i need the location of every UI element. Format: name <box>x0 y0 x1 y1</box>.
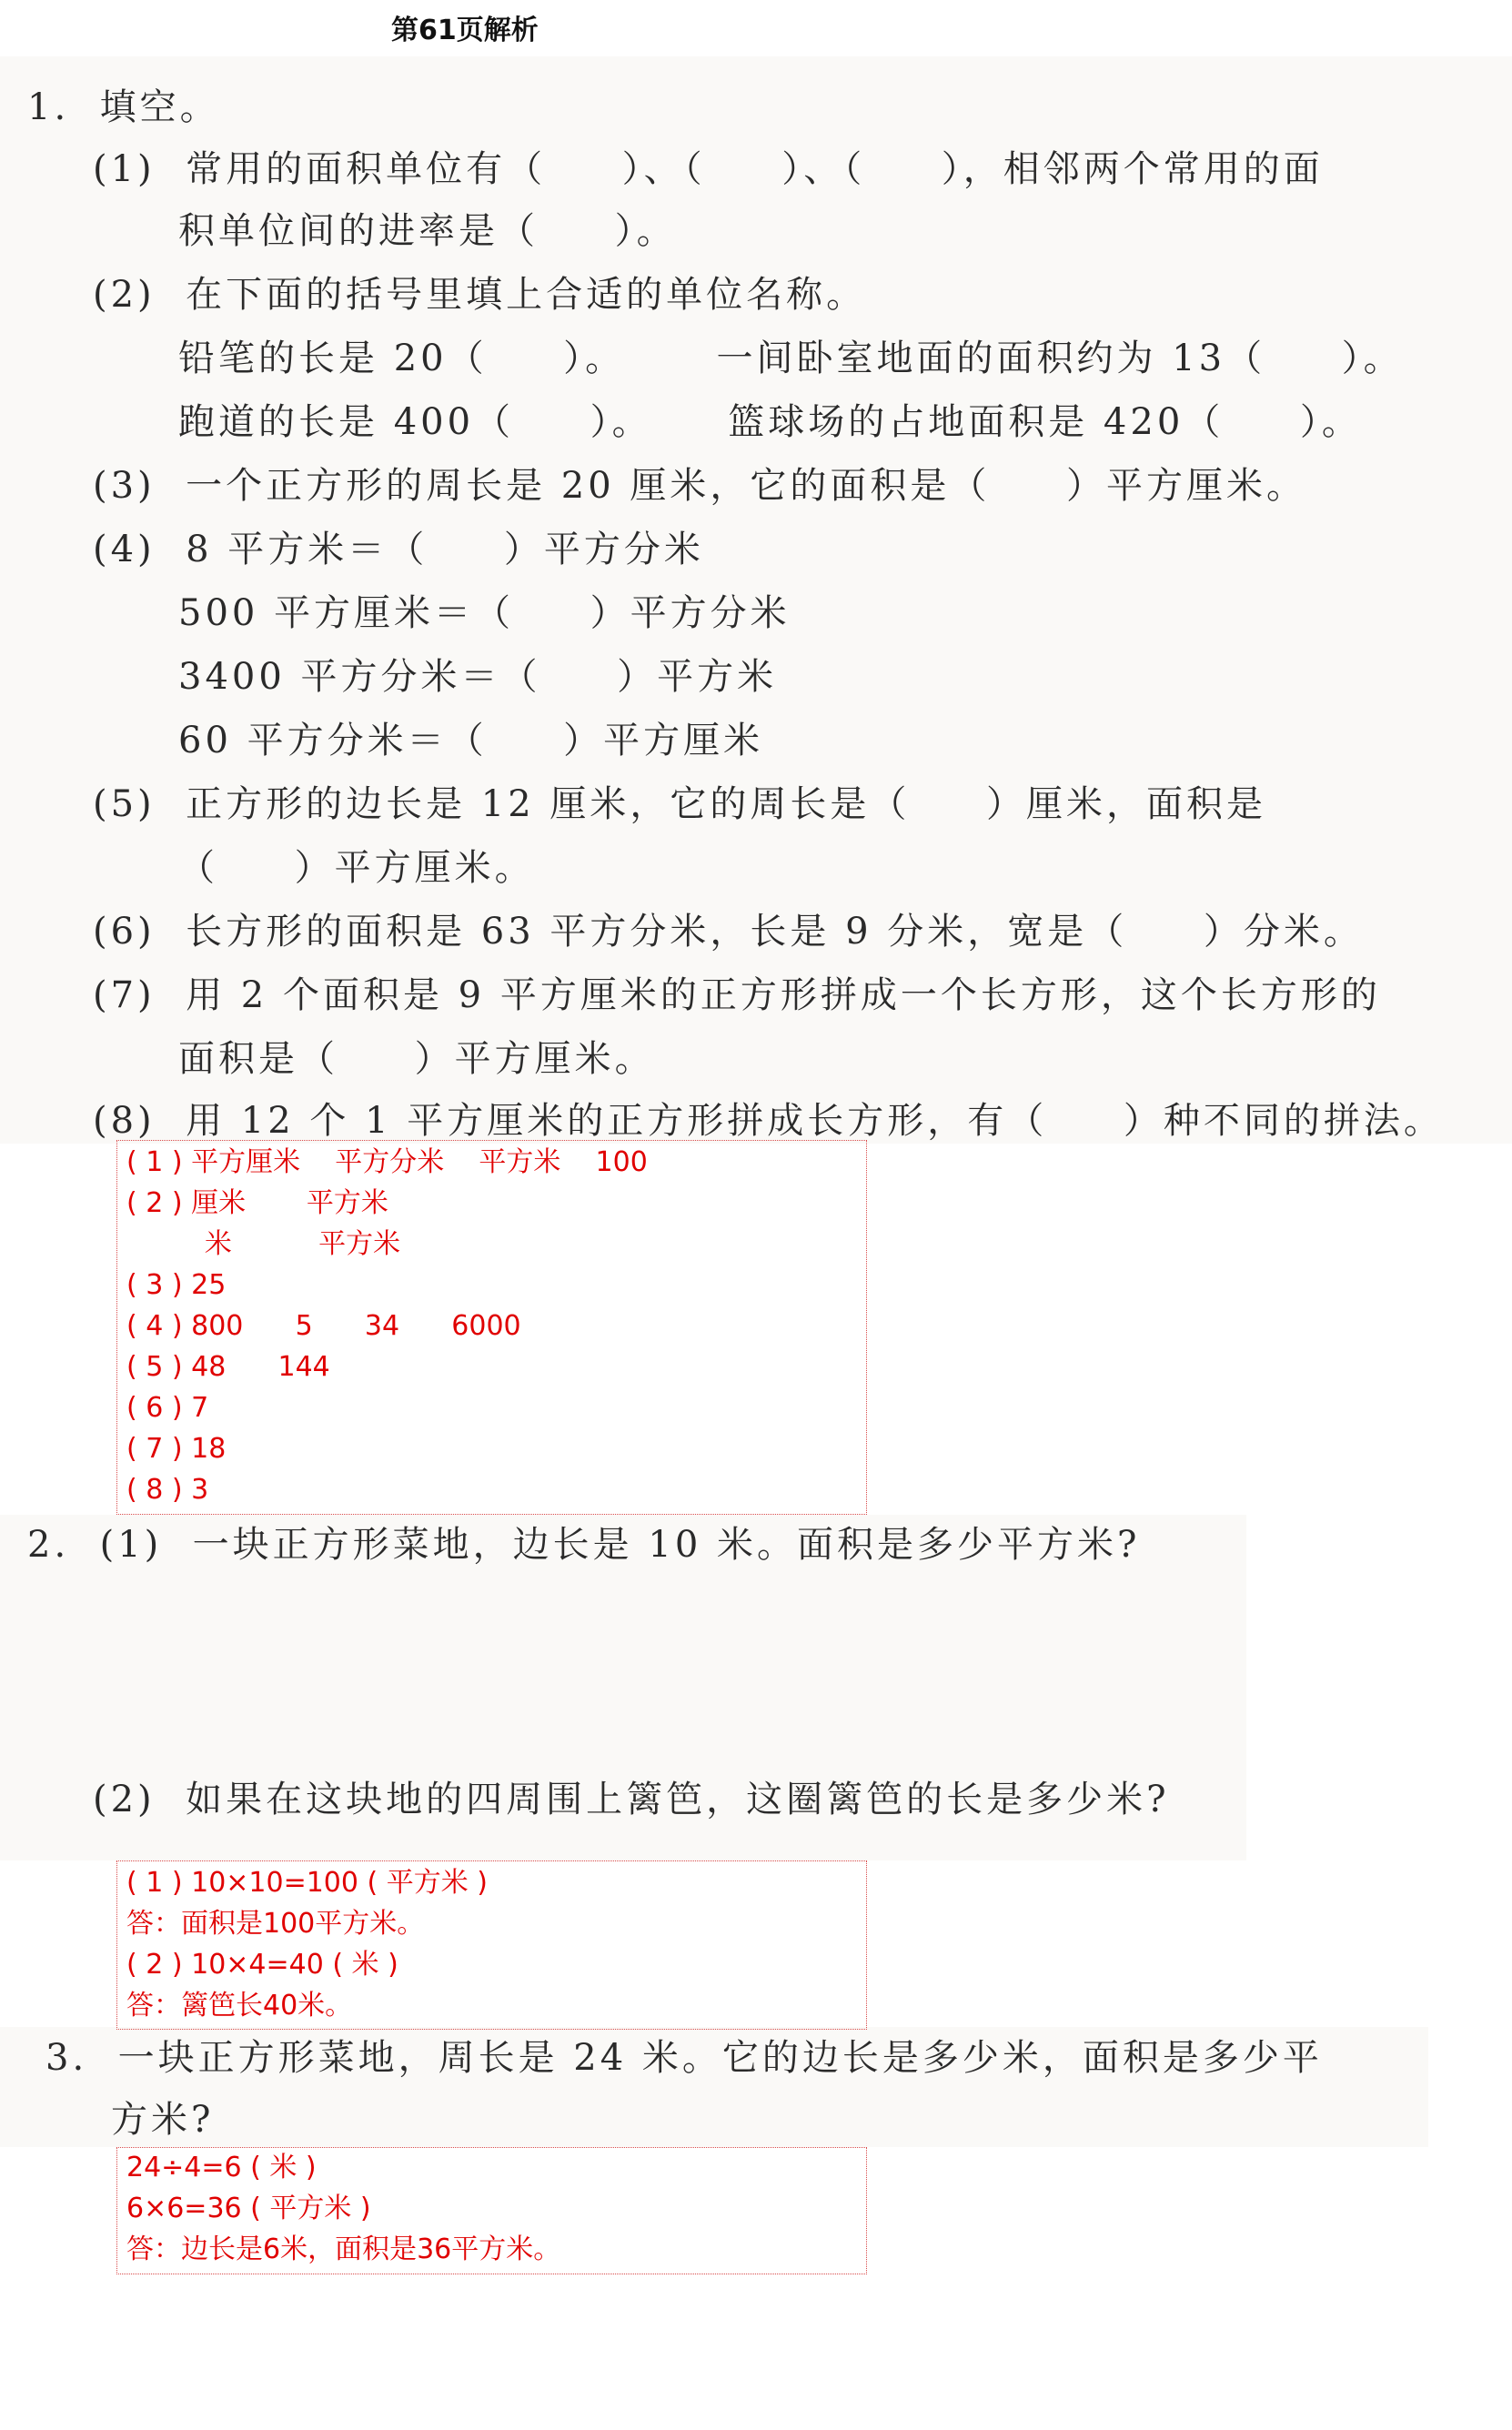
question-1-part-2-line-1: (2) 在下面的括号里填上合适的单位名称。 <box>93 274 867 316</box>
answer-line: ( 8 ) 3 <box>126 1474 209 1506</box>
question-1-part-7-line-1: (7) 用 2 个面积是 9 平方厘米的正方形拼成一个长方形，这个长方形的 <box>93 974 1381 1016</box>
answer-line: ( 2 ) 10×4=40 ( 米 ) <box>126 1949 398 1981</box>
question-3-line-1: 3. 一块正方形菜地，周长是 24 米。它的边长是多少米，面积是多少平 <box>45 2037 1323 2079</box>
question-1-part-3-line-1: (3) 一个正方形的周长是 20 厘米，它的面积是（ ）平方厘米。 <box>93 465 1306 507</box>
answer-line: ( 1 ) 平方厘米 平方分米 平方米 100 <box>126 1146 648 1178</box>
answer-box-question-1 <box>116 1140 867 1515</box>
answer-line: ( 7 ) 18 <box>126 1433 227 1465</box>
question-1-title: 1. 填空。 <box>27 86 220 128</box>
question-1-part-8-line-1: (8) 用 12 个 1 平方厘米的正方形拼成长方形，有（ ）种不同的拼法。 <box>93 1100 1444 1142</box>
question-1-part-5-line-2: （ ）平方厘米。 <box>178 847 535 889</box>
question-3-line-2: 方米? <box>111 2099 215 2141</box>
answer-line: ( 3 ) 25 <box>126 1269 227 1301</box>
answer-line: ( 4 ) 800 5 34 6000 <box>126 1310 521 1342</box>
question-1-part-4-line-2: 500 平方厘米＝（ ）平方分米 <box>178 592 791 634</box>
answer-line: ( 2 ) 厘米 平方米 <box>126 1187 388 1219</box>
question-1-part-4-line-3: 3400 平方分米＝（ ）平方米 <box>178 656 778 698</box>
question-1-part-1-line-2: 积单位间的进率是（ ）。 <box>178 210 677 252</box>
question-1-part-1-line-1: (1) 常用的面积单位有（ ）、（ ）、（ ），相邻两个常用的面 <box>93 148 1324 190</box>
answer-line: 答：面积是100平方米。 <box>126 1908 425 1940</box>
answer-line: ( 1 ) 10×10=100 ( 平方米 ) <box>126 1867 489 1899</box>
answer-line: ( 6 ) 7 <box>126 1392 209 1424</box>
answer-line: 米 平方米 <box>126 1228 401 1260</box>
question-2-part-1: 2. (1) 一块正方形菜地，边长是 10 米。面积是多少平方米? <box>27 1524 1141 1566</box>
question-2-part-2: (2) 如果在这块地的四周围上篱笆，这圈篱笆的长是多少米? <box>93 1779 1170 1820</box>
answer-line: 答：篱笆长40米。 <box>126 1990 353 2022</box>
question-1-part-4-line-1: (4) 8 平方米＝（ ）平方分米 <box>93 529 704 570</box>
question-1-part-7-line-2: 面积是（ ）平方厘米。 <box>178 1038 655 1080</box>
answer-line: 6×6=36 ( 平方米 ) <box>126 2193 371 2224</box>
answer-line: 24÷4=6 ( 米 ) <box>126 2152 317 2183</box>
question-1-part-5-line-1: (5) 正方形的边长是 12 厘米，它的周长是（ ）厘米，面积是 <box>93 783 1266 825</box>
answer-line: 答：边长是6米，面积是36平方米。 <box>126 2233 561 2265</box>
answer-box-question-2 <box>116 1860 867 2030</box>
question-1-part-6-line-1: (6) 长方形的面积是 63 平方分米，长是 9 分米，宽是（ ）分米。 <box>93 911 1364 953</box>
question-1-part-4-line-4: 60 平方分米＝（ ）平方厘米 <box>178 720 764 761</box>
page-title: 第61页解析 <box>391 15 539 46</box>
question-1-part-2-line-2: 铅笔的长是 20（ ）。 一间卧室地面的面积约为 13（ ）。 <box>178 338 1404 379</box>
question-1-part-2-line-3: 跑道的长是 400（ ）。 篮球场的占地面积是 420（ ）。 <box>178 401 1362 443</box>
answer-line: ( 5 ) 48 144 <box>126 1351 330 1383</box>
answer-box-question-3 <box>116 2147 867 2274</box>
